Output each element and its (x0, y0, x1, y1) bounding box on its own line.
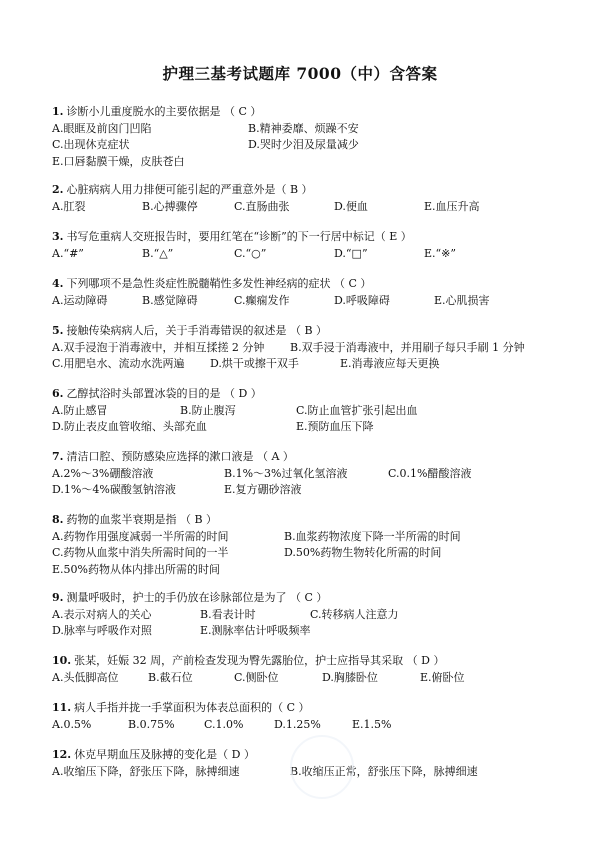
option-c: C.防止血管扩张引起出血 (296, 403, 418, 417)
watermark (290, 735, 354, 799)
option-c: C.直肠曲张 (234, 199, 290, 213)
question-4 (52, 276, 572, 309)
page-title: 护理三基考试题库 7000（中）含答案 (162, 64, 438, 83)
option-d: D.呼吸障碍 (334, 293, 390, 307)
option-b: B.感觉障碍 (142, 293, 198, 307)
option-c: C.1.0% (204, 717, 244, 731)
option-b: B.双手浸于消毒液中，并用刷子每只手刷 1 分钟 (290, 340, 525, 354)
question-number: 2. (52, 183, 64, 196)
option-a: A.防止感冒 (52, 403, 108, 417)
option-b: B.1%～3%过氧化氢溶液 (224, 466, 348, 480)
option-d: D.防止表皮血管收缩、头部充血 (52, 420, 207, 433)
option-b: B.收缩压正常，舒张压下降，脉搏细速 (290, 764, 478, 778)
option-a: A.表示对病人的关心 (52, 607, 152, 621)
option-b: B.“△” (142, 246, 174, 260)
question-number: 9. (52, 591, 64, 604)
question-number: 10. (52, 654, 72, 667)
option-d: D.胸膝卧位 (322, 670, 378, 684)
question-stem: 书写危重病人交班报告时，要用红笔在“诊断”的下一行居中标记（ E ） (66, 230, 412, 243)
option-e: E.口唇黏膜干燥，皮肤苍白 (52, 154, 185, 168)
question-11 (52, 700, 572, 733)
question-stem: 病人手指并拢一手掌面积为体表总面积的（ C ） (74, 701, 310, 714)
option-b: B.0.75% (128, 717, 175, 731)
question-stem: 清洁口腔、预防感染应选择的漱口液是 （ A ） (66, 450, 294, 463)
option-b: B.看表计时 (200, 607, 256, 621)
option-b: B.心搏骤停 (142, 199, 198, 213)
option-d: D.50%药物生物转化所需的时间 (284, 546, 442, 559)
question-10 (52, 653, 572, 686)
option-e: E.预防血压下降 (296, 420, 374, 433)
question-number: 4. (52, 277, 64, 290)
question-number: 11. (52, 701, 72, 714)
option-a: A.肛裂 (52, 199, 86, 213)
option-d: D.1%～4%碳酸氢钠溶液 (52, 483, 176, 496)
option-d: D.哭时少泪及尿量减少 (248, 138, 359, 151)
option-a: A.头低脚高位 (52, 670, 119, 684)
question-8 (52, 512, 572, 578)
option-e: E.复方硼砂溶液 (224, 483, 302, 496)
question-number: 3. (52, 230, 64, 243)
option-c: C.癫痫发作 (234, 293, 290, 307)
question-number: 5. (52, 324, 64, 337)
option-d: D.脉率与呼吸作对照 (52, 624, 152, 637)
option-c: C.0.1%醋酸溶液 (388, 466, 472, 480)
option-c: C.用肥皂水、流动水洗两遍 (52, 357, 185, 370)
option-a: A.双手浸泡于消毒液中，并相互揉搓 2 分钟 (52, 340, 265, 354)
option-b: B.精神委靡、烦躁不安 (248, 121, 359, 135)
option-a: A.眼眶及前囟门凹陷 (52, 121, 152, 135)
question-stem: 下列哪项不是急性炎症性脱髓鞘性多发性神经病的症状 （ C ） (66, 277, 372, 290)
question-stem: 乙醇拭浴时头部置冰袋的目的是 （ D ） (66, 387, 262, 400)
question-1 (52, 104, 572, 170)
question-stem: 休克早期血压及脉搏的变化是（ D ） (74, 748, 255, 761)
question-number: 1. (52, 105, 64, 118)
question-stem: 药物的血浆半衰期是指 （ B ） (66, 513, 218, 526)
option-d: D.烘干或擦干双手 (210, 357, 299, 370)
option-d: D.便血 (334, 199, 368, 213)
option-e: E.“※” (424, 246, 456, 260)
option-c: C.转移病人注意力 (310, 607, 399, 621)
option-e: E.1.5% (352, 717, 392, 731)
question-9 (52, 590, 572, 640)
option-c: C.药物从血浆中消失所需时间的一半 (52, 546, 229, 559)
question-stem: 心脏病病人用力排便可能引起的严重意外是（ B ） (66, 183, 313, 196)
question-stem: 诊断小儿重度脱水的主要依据是 （ C ） (66, 105, 262, 118)
option-e: E.俯卧位 (420, 670, 465, 684)
question-stem: 张某，妊娠 32 周，产前检查发现为臀先露胎位，护士应指导其采取 （ D ） (74, 654, 445, 667)
question-7 (52, 449, 572, 499)
question-stem: 接触传染病病人后，关于手消毒错误的叙述是 （ B ） (66, 324, 328, 337)
option-d: D.“□” (334, 246, 368, 260)
question-number: 8. (52, 513, 64, 526)
option-a: A.2%～3%硼酸溶液 (52, 466, 154, 480)
option-c: C.出现休克症状 (52, 138, 130, 151)
question-5 (52, 323, 572, 373)
option-b: B.防止腹泻 (180, 403, 236, 417)
option-e: E.测脉率估计呼吸频率 (200, 624, 311, 637)
option-e: E.心肌损害 (434, 293, 490, 307)
option-a: A.收缩压下降，舒张压下降，脉搏细速 (52, 764, 240, 778)
option-a: A.药物作用强度减弱一半所需的时间 (52, 529, 229, 543)
question-stem: 测量呼吸时，护士的手仍放在诊脉部位是为了 （ C ） (66, 591, 328, 604)
question-3 (52, 229, 572, 262)
question-number: 6. (52, 387, 64, 400)
option-a: A.“#” (52, 246, 84, 260)
option-a: A.0.5% (52, 717, 92, 731)
question-6 (52, 386, 572, 436)
option-b: B.血浆药物浓度下降一半所需的时间 (284, 529, 461, 543)
question-2 (52, 182, 572, 215)
option-a: A.运动障碍 (52, 293, 108, 307)
option-d: D.1.25% (274, 717, 321, 731)
question-number: 12. (52, 748, 72, 761)
question-number: 7. (52, 450, 64, 463)
option-c: C.侧卧位 (234, 670, 279, 684)
option-b: B.截石位 (148, 670, 193, 684)
option-e: E.消毒液应每天更换 (340, 357, 440, 370)
option-e: E.血压升高 (424, 199, 480, 213)
option-c: C.“○” (234, 246, 267, 260)
option-e: E.50%药物从体内排出所需的时间 (52, 562, 220, 576)
